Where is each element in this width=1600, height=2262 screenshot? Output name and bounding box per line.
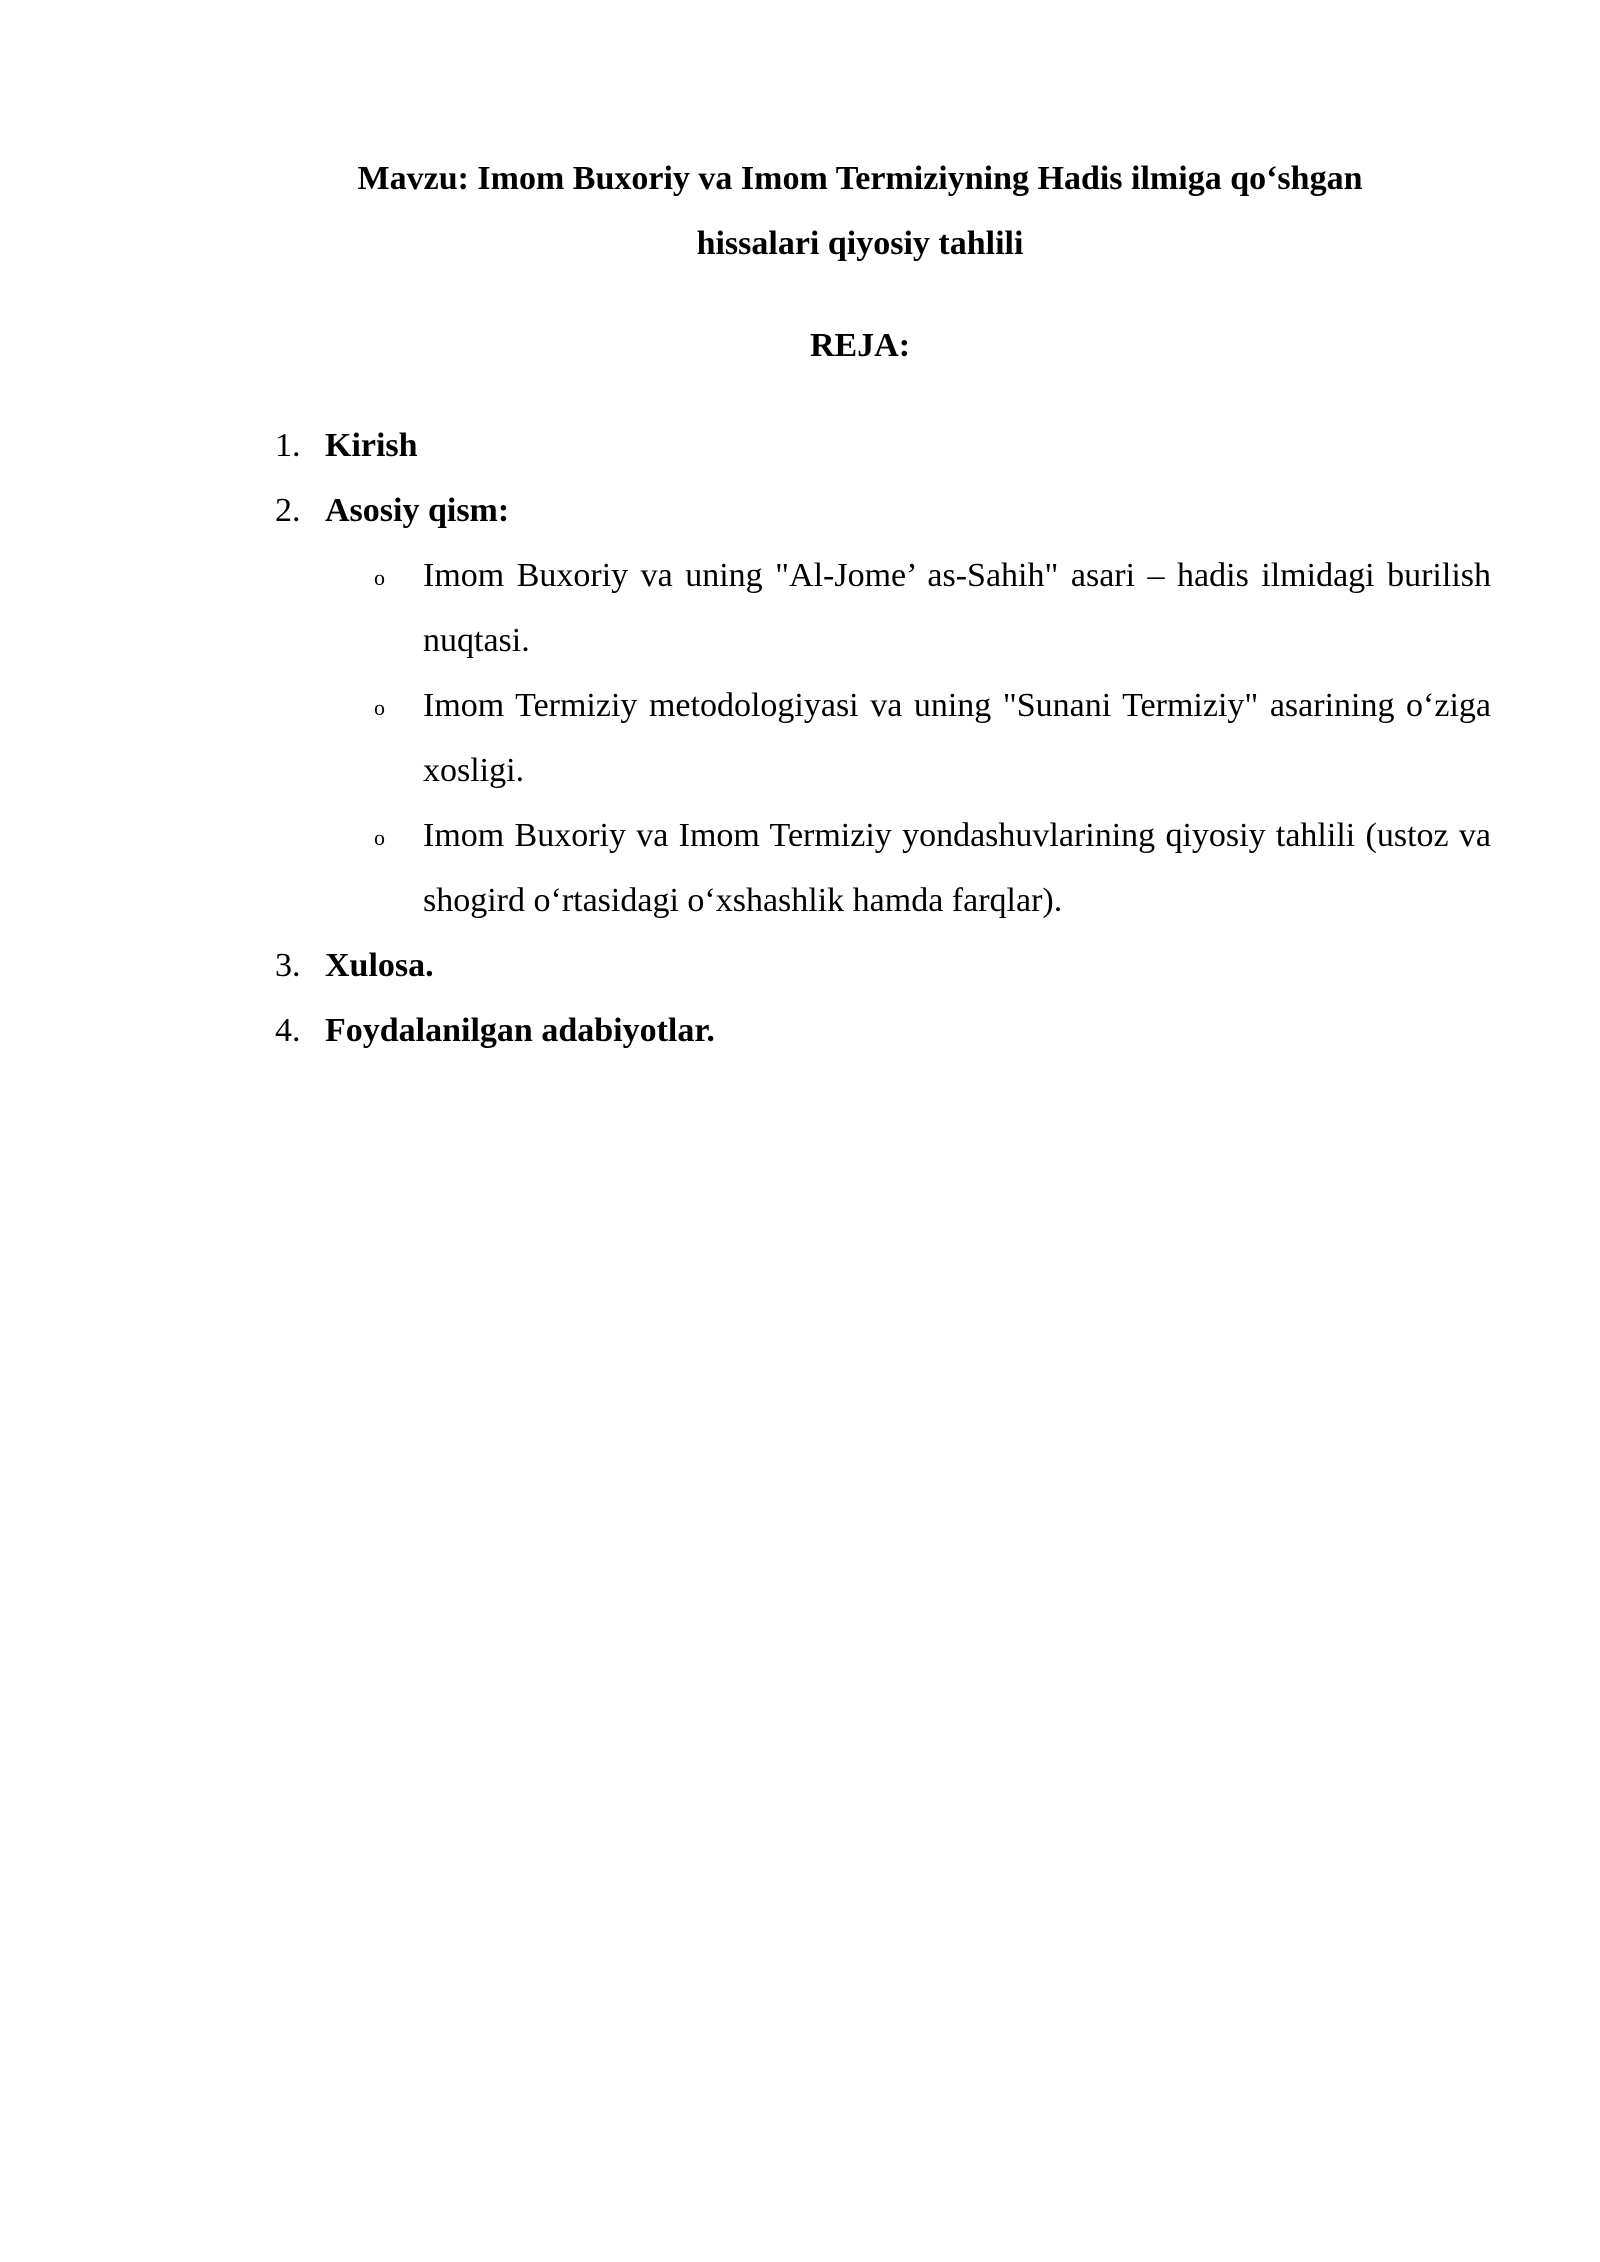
subitem-buxoriy xyxy=(0,543,1491,673)
plan-item-adabiyotlar xyxy=(0,998,1600,1063)
subitem-text: Imom Buxoriy va uning "Al-Jome’ as-Sahih" asari – hadis ilmidagi burilish nuqtasi. xyxy=(423,557,1491,659)
plan-item-label: Asosiy qism: xyxy=(325,492,510,529)
bullet-icon: o xyxy=(374,825,385,850)
plan-item-number: 2. xyxy=(275,492,301,529)
plan-item-label: Foydalanilgan adabiyotlar. xyxy=(325,1012,715,1049)
subitem-text: Imom Buxoriy va Imom Termiziy yondashuvlarining qiyosiy tahlili (ustoz va shogird o‘rtasidagi o‘xshashlik hamda farqlar). xyxy=(423,817,1491,919)
plan-item-number: 1. xyxy=(275,427,301,464)
plan-item-xulosa xyxy=(0,933,1600,998)
plan-item-label: Xulosa. xyxy=(325,947,434,984)
plan-item-asosiy-qism xyxy=(0,478,1600,543)
plan-item-number: 3. xyxy=(275,947,301,984)
plan-heading: REJA: xyxy=(809,327,911,364)
plan-item-number: 4. xyxy=(275,1012,301,1049)
subitem-termiziy xyxy=(0,673,1491,803)
bullet-icon: o xyxy=(374,695,385,720)
subitem-list xyxy=(0,543,1600,933)
title-line-1: Mavzu: Imom Buxoriy va Imom Termiziyning Hadis ilmiga qo‘shgan xyxy=(357,160,1363,197)
plan-list xyxy=(0,413,1600,1063)
document-title xyxy=(260,146,1460,276)
bullet-icon: o xyxy=(374,565,385,590)
plan-item-kirish xyxy=(0,413,1600,478)
subitem-text: Imom Termiziy metodologiyasi va uning "Sunani Termiziy" asarining o‘ziga xosligi. xyxy=(423,687,1491,789)
plan-subitems xyxy=(0,543,1600,933)
plan-item-label: Kirish xyxy=(325,427,418,464)
subitem-qiyosiy-tahlil xyxy=(0,803,1491,933)
title-line-2: hissalari qiyosiy tahlili xyxy=(696,225,1024,262)
